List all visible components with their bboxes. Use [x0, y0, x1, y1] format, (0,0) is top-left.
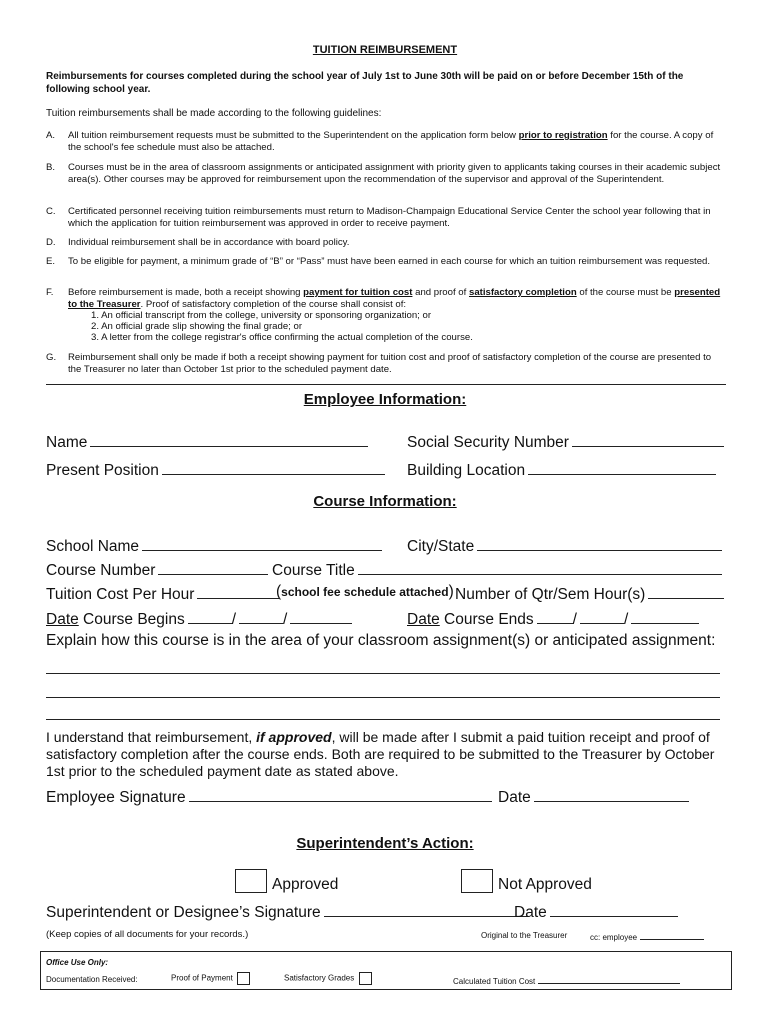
guideline-text: Courses must be in the area of classroom assignments or anticipated assignment with priority given to applicants taking courses in their academic subject area(s). Other courses may be approved for reimbursement upon the recommendation of the supervisor and approval of the Superintendent.	[68, 162, 721, 185]
satisfactory-grades-item: Satisfactory Grades	[284, 972, 372, 985]
proof-of-payment-item: Proof of Payment	[171, 972, 250, 985]
city-state-field[interactable]: City/State	[407, 535, 722, 556]
form-title: TUITION REIMBURSEMENT	[312, 44, 458, 56]
course-ends-field[interactable]: Date Course Ends / /	[407, 608, 699, 629]
guideline-letter: A.	[46, 130, 56, 141]
guideline-letter: B.	[46, 162, 56, 173]
cc-employee-field[interactable]: cc: employee	[590, 931, 704, 942]
guideline-text: Reimbursement shall only be made if both a receipt showing payment for tuition cost and proof of satisfactory completion of the course are presented to the Treasurer no later than October 1st prior to the scheduled payment date.	[68, 352, 712, 375]
guideline-letter: G.	[46, 352, 57, 363]
reimbursement-statement: I understand that reimbursement, if approved, will be made after I submit a paid tuition receipt and proof of satisfactory completion after the course ends. Both are required to be submitted to the Treasurer by October 1st prior to the scheduled payment date as stated above.	[46, 729, 715, 779]
not-approved-checkbox[interactable]	[461, 869, 493, 893]
course-begins-field[interactable]: Date Course Begins / /	[46, 608, 352, 629]
superintendent-date-field[interactable]: Date	[514, 901, 678, 922]
guideline-letter: F.	[46, 287, 54, 298]
guideline-letter: D.	[46, 237, 56, 248]
section-divider	[46, 384, 726, 385]
course-info-header: Course Information:	[313, 493, 457, 510]
office-use-title: Office Use Only:	[46, 958, 109, 967]
building-location-field[interactable]: Building Location	[407, 459, 716, 480]
fee-schedule-note: (school fee schedule attached)	[276, 583, 454, 600]
guideline-text: All tuition reimbursement requests must be submitted to the Superintendent on the application form below prior to registration for the course. A copy of the school's fee schedule must also be attached.	[68, 130, 714, 153]
calculated-cost-field[interactable]: Calculated Tuition Cost	[453, 975, 680, 986]
documentation-received-label: Documentation Received:	[46, 975, 138, 984]
guideline-text: To be eligible for payment, a minimum grade of “B” or “Pass” must have been earned in each course for which an tuition reimbursement was requested.	[68, 256, 711, 267]
hours-field[interactable]: Number of Qtr/Sem Hour(s)	[455, 583, 724, 604]
tuition-cost-field[interactable]: Tuition Cost Per Hour	[46, 583, 279, 604]
payment-schedule-note: Reimbursements for courses completed during the school year of July 1st to June 30th will be paid on or before December 15th of the following school year.	[46, 71, 684, 95]
proof-item-3: 3. A letter from the college registrar's office confirming the actual completion of the course.	[91, 332, 473, 343]
explain-line-3[interactable]	[46, 719, 720, 720]
guideline-text: Before reimbursement is made, both a receipt showing payment for tuition cost and proof of satisfactory completion of the course must be presented to the Treasurer. Proof of satisfactory completion of the course shall consist of:	[68, 287, 721, 310]
name-field[interactable]: Name	[46, 431, 368, 452]
approved-label: Approved	[272, 876, 339, 893]
guideline-text: Certificated personnel receiving tuition reimbursements must return to Madison-Champaign Educational Service Center the school year following that in which the application for tuition reimbursement was approved in order to receive payment.	[68, 206, 711, 229]
course-title-field[interactable]: Course Title	[272, 559, 722, 580]
employee-info-header: Employee Information:	[303, 391, 467, 408]
guideline-letter: C.	[46, 206, 56, 217]
superintendent-signature-field[interactable]: Superintendent or Designee’s Signature	[46, 901, 528, 922]
guidelines-intro: Tuition reimbursements shall be made according to the following guidelines:	[46, 108, 382, 119]
employee-signature-field[interactable]: Employee Signature	[46, 786, 492, 807]
explain-line-2[interactable]	[46, 697, 720, 698]
superintendent-action-header: Superintendent’s Action:	[296, 835, 474, 852]
school-name-field[interactable]: School Name	[46, 535, 382, 556]
ssn-field[interactable]: Social Security Number	[407, 431, 724, 452]
present-position-field[interactable]: Present Position	[46, 459, 385, 480]
guideline-letter: E.	[46, 256, 56, 267]
satisfactory-grades-checkbox[interactable]	[359, 972, 372, 985]
approved-checkbox[interactable]	[235, 869, 267, 893]
keep-copies-note: (Keep copies of all documents for your records.)	[46, 929, 249, 940]
proof-item-1: 1. An official transcript from the college, university or sponsoring organization; or	[91, 310, 432, 321]
not-approved-label: Not Approved	[498, 876, 592, 893]
proof-item-2: 2. An official grade slip showing the final grade; or	[91, 321, 303, 332]
explain-prompt: Explain how this course is in the area of your classroom assignment(s) or anticipated assignment:	[46, 632, 716, 649]
course-number-field[interactable]: Course Number	[46, 559, 268, 580]
guideline-text: Individual reimbursement shall be in accordance with board policy.	[68, 237, 350, 248]
proof-of-payment-checkbox[interactable]	[237, 972, 250, 985]
original-to-treasurer-note: Original to the Treasurer	[481, 931, 568, 940]
employee-date-field[interactable]: Date	[498, 786, 689, 807]
explain-line-1[interactable]	[46, 673, 720, 674]
